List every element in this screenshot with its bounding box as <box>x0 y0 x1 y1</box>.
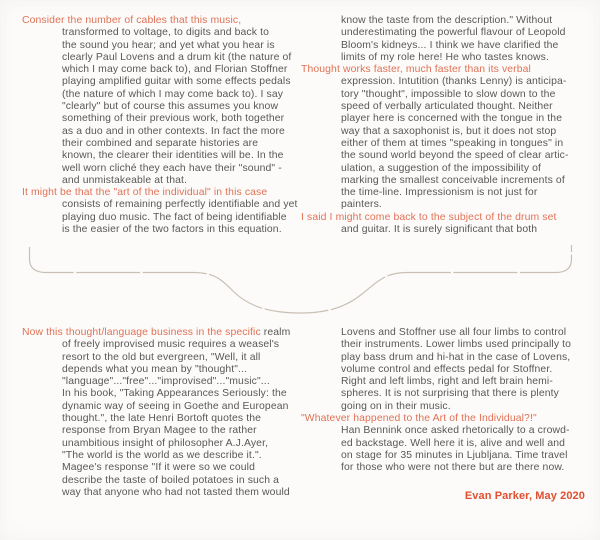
body-text: ulation, a suggestion of the impossibility of <box>341 162 542 174</box>
body-text: painters. <box>341 199 382 211</box>
body-text: underestimating the powerful flavour of Leopold <box>341 27 566 39</box>
text-line <box>22 89 302 101</box>
text-line <box>22 339 302 351</box>
text-line <box>22 401 302 413</box>
body-text: unambitious insight of philosopher A.J.Ayer, <box>62 437 269 449</box>
body-text: Han Bennink once asked rhetorically to a crowd- <box>341 425 570 437</box>
body-text: playing amplified guitar with some effects pedals <box>62 76 291 88</box>
text-line <box>301 212 589 224</box>
text-column-bottom-right <box>301 327 589 475</box>
text-line <box>301 89 589 101</box>
body-text: response from Bryan Magee to the rather <box>62 425 257 437</box>
text-line <box>301 27 589 39</box>
body-text: consists of remaining perfectly identifiable and yet <box>62 199 298 211</box>
text-line <box>301 138 589 150</box>
text-line <box>22 113 302 125</box>
text-line <box>22 52 302 64</box>
text-line <box>301 462 589 474</box>
text-line <box>22 150 302 162</box>
accent-headline-text: "Whatever happened to the Art of the Individual?!" <box>301 413 537 425</box>
accent-headline-text: Now this thought/language business in the specific <box>22 327 261 338</box>
body-text: Lovens and Stoffner use all four limbs to control <box>341 327 567 338</box>
accent-headline-text: Thought works faster, much faster than its verbal <box>301 64 531 76</box>
body-text: which I may come back to), and Florian Stoffner <box>62 64 288 76</box>
body-text: either of them at times "speaking in tongues" in <box>341 137 564 149</box>
body-text: depends what you mean by "thought"... <box>62 363 248 375</box>
body-text: and guitar. It is surely significant that both <box>341 224 538 236</box>
body-text: "language"..."free"..."improvised"..."music"... <box>62 376 270 388</box>
body-text: spheres. It is not surprising that there is plenty <box>341 388 559 400</box>
body-text: known, the clearer their identities will be. In the <box>62 150 284 162</box>
body-text: going on in their music. <box>341 400 451 412</box>
text-line <box>22 27 302 39</box>
author-signature: Evan Parker, May 2020 <box>464 490 585 502</box>
body-text: is the easier of the two factors in this equation. <box>62 224 282 236</box>
text-line <box>22 352 302 364</box>
text-line <box>301 438 589 450</box>
text-line <box>22 175 302 187</box>
text-column-bottom-left <box>22 327 302 499</box>
die-cut-path <box>30 245 572 313</box>
body-text: speed of verbally articulated thought. Neither <box>341 101 553 113</box>
body-text: the sound world beyond the speed of clear artic- <box>341 150 569 162</box>
body-text: well worn cliché they each have their "sound" - <box>62 162 282 174</box>
body-text: transformed to voltage, to digits and back to <box>62 27 269 39</box>
body-text: the sound you hear; and yet what you hear is <box>62 39 275 51</box>
body-text: tory "thought", impossible to slow down to the <box>341 88 556 100</box>
text-line <box>301 175 589 187</box>
body-text: clearly Paul Lovens and a drum kit (the nature of <box>62 51 292 63</box>
body-text: (the nature of which I may come back to). I say <box>62 88 284 100</box>
text-line <box>301 187 589 199</box>
text-line <box>22 388 302 400</box>
accent-headline-text: It might be that the "art of the individual" in this case <box>22 187 268 199</box>
text-line <box>301 339 589 351</box>
text-line <box>22 15 302 27</box>
body-text: resort to the old but evergreen, "Well, it all <box>62 351 261 363</box>
text-line <box>301 388 589 400</box>
text-line <box>22 364 302 376</box>
text-line <box>301 327 589 339</box>
body-text: limits of my role here! He who tastes knows. <box>341 51 549 63</box>
text-line <box>22 187 302 199</box>
body-text: way that anyone who had not tasted them would <box>62 486 290 498</box>
text-line <box>22 64 302 76</box>
text-column-top-left <box>22 15 302 236</box>
body-text: "The world is the world as we describe it.". <box>62 449 262 461</box>
text-line <box>22 425 302 437</box>
body-text: ed backstage. Well here it is, alive and well and <box>341 437 566 449</box>
text-line <box>301 126 589 138</box>
body-text: describe the taste of boiled potatoes in such a <box>62 474 280 486</box>
body-text: expression. Intutition (thanks Lenny) is anticipa- <box>341 76 567 88</box>
text-line <box>22 212 302 224</box>
text-line <box>22 101 302 113</box>
text-line <box>22 327 302 339</box>
text-line <box>301 450 589 462</box>
text-line <box>301 401 589 413</box>
text-line <box>301 76 589 88</box>
body-text: volume control and effects pedal for Stoffner. <box>341 363 553 375</box>
text-line <box>22 438 302 450</box>
text-line <box>301 413 589 425</box>
body-text: thought.", the late Henri Bortoft quotes the <box>62 413 262 425</box>
text-line <box>22 138 302 150</box>
body-text: realm <box>260 327 291 338</box>
body-text: the time-line. Impressionism is not just for <box>341 187 538 199</box>
text-line <box>301 425 589 437</box>
body-text: know the taste from the description." Without <box>341 15 553 26</box>
body-text: In his book, "Taking Appearances Seriously: the <box>62 388 287 400</box>
text-line <box>301 364 589 376</box>
body-text: Bloom's kidneys... I think we have clarified the <box>341 39 559 51</box>
text-line <box>22 413 302 425</box>
body-text: Right and left limbs, right and left brain hemi- <box>341 376 553 388</box>
text-line <box>22 450 302 462</box>
text-line <box>301 150 589 162</box>
body-text: "clearly" but of course this assumes you know <box>62 101 279 113</box>
body-text: of freely improvised music requires a weasel's <box>62 339 280 351</box>
body-text: their combined and separate histories are <box>62 137 259 149</box>
body-text: playing duo music. The fact of being identifiable <box>62 211 287 223</box>
text-line <box>301 40 589 52</box>
text-column-top-right <box>301 15 589 236</box>
text-line <box>301 15 589 27</box>
text-line <box>22 224 302 236</box>
text-line <box>301 101 589 113</box>
text-line <box>22 376 302 388</box>
text-line <box>22 462 302 474</box>
text-line <box>301 64 589 76</box>
text-line <box>301 113 589 125</box>
body-text: their instruments. Lower limbs used principally to <box>341 339 572 351</box>
text-line <box>301 352 589 364</box>
body-text: play bass drum and hi-hat in the case of Lovens, <box>341 351 571 363</box>
body-text: as a duo and in other contexts. In fact the more <box>62 125 285 137</box>
text-line <box>22 199 302 211</box>
body-text: dynamic way of seeing in Goethe and European <box>62 400 289 412</box>
text-line <box>301 52 589 64</box>
text-line <box>301 224 589 236</box>
body-text: and unmistakeable at that. <box>62 174 188 186</box>
body-text: marking the smallest conceivable increments of <box>341 174 565 186</box>
body-text: player here is concerned with the tongue in the <box>341 113 563 125</box>
text-line <box>22 163 302 175</box>
accent-headline-text: Consider the number of cables that this music, <box>22 15 242 26</box>
body-text: on stage for 35 minutes in Ljubljana. Time travel <box>341 449 568 461</box>
text-line <box>22 487 302 499</box>
text-line <box>301 199 589 211</box>
text-line <box>22 475 302 487</box>
text-line <box>22 76 302 88</box>
text-line <box>301 376 589 388</box>
body-text: something of their previous work, both together <box>62 113 285 125</box>
body-text: for those who were not there but are there now. <box>341 462 565 474</box>
text-line <box>301 163 589 175</box>
body-text: Magee's response "If it were so we could <box>62 462 255 474</box>
body-text: way that a saxophonist is, but it does not stop <box>341 125 557 137</box>
text-line <box>22 40 302 52</box>
text-line <box>22 126 302 138</box>
accent-headline-text: I said I might come back to the subject of the drum set <box>301 211 557 223</box>
